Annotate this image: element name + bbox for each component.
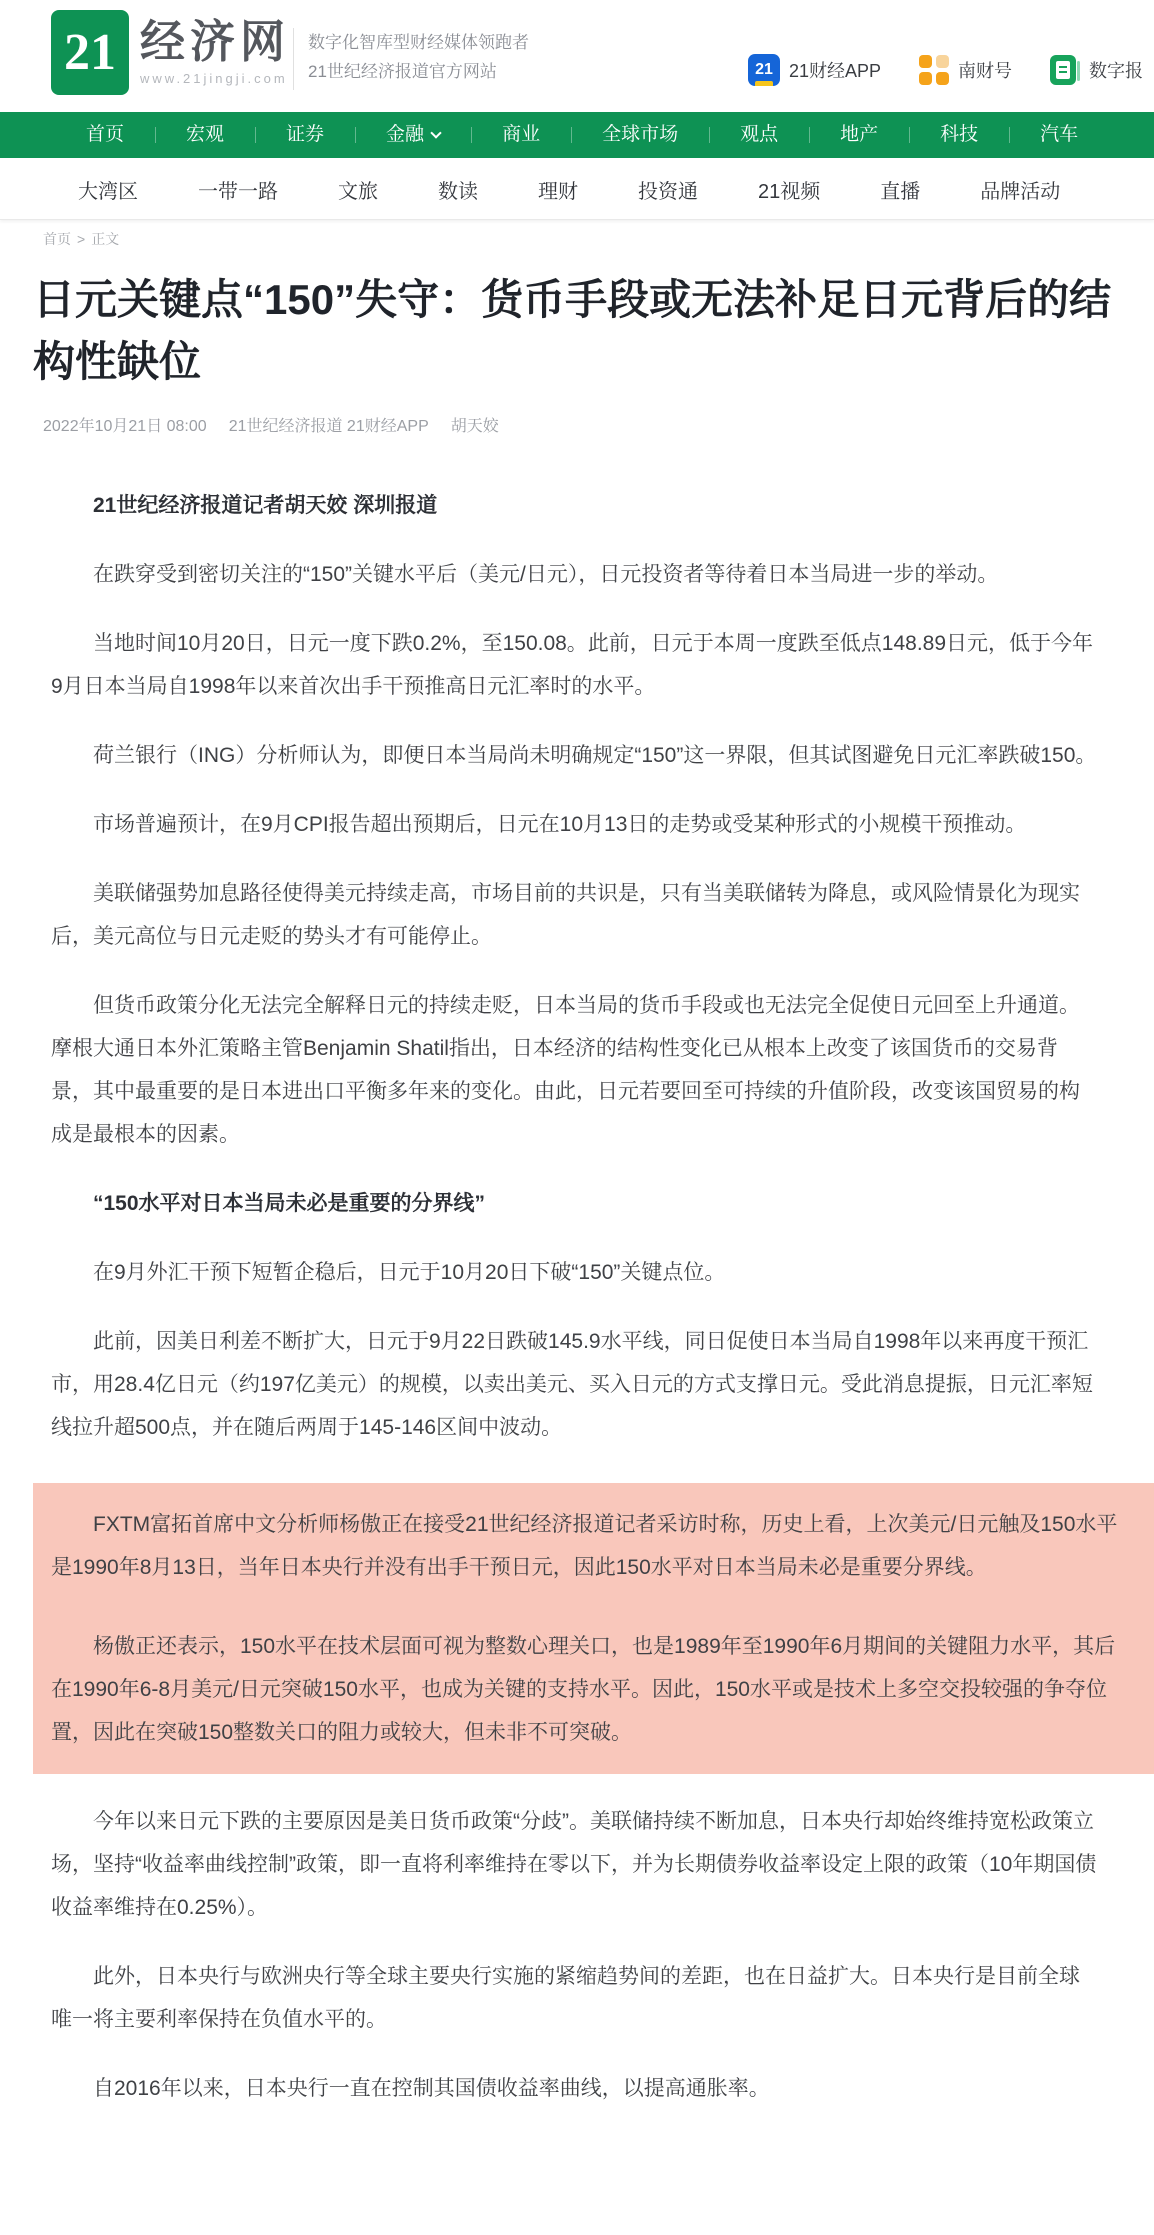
article-title: 日元关键点“150”失守：货币手段或无法补足日元背后的结构性缺位	[33, 276, 1112, 385]
highlighted-quote-block	[33, 1483, 1154, 1774]
article-body	[0, 484, 1154, 2110]
digital-paper-icon	[1050, 55, 1080, 85]
nav-item-opinion[interactable]: 观点	[709, 112, 809, 158]
app-label: 21财经APP	[789, 61, 882, 81]
article-paragraph: 市场普遍预计，在9月CPI报告超出预期后，日元在10月13日的走势或受某种形式的小规模干预推动。	[93, 813, 1027, 836]
nav-item-business[interactable]: 商业	[471, 112, 571, 158]
tagline-line-2: 21世纪经济报道官方网站	[308, 62, 497, 81]
app-link-21-finance[interactable]	[748, 54, 881, 86]
site-logo-text[interactable]	[140, 16, 290, 86]
nav-item-auto[interactable]: 汽车	[1009, 112, 1109, 158]
secondary-nav	[0, 158, 1154, 220]
article-paragraph: 自2016年以来，日本央行一直在控制其国债收益率曲线，以提高通胀率。	[93, 2077, 770, 2100]
article-paragraph-highlighted: 杨傲正还表示，150水平在技术层面可视为整数心理关口，也是1989年至1990年6月期间的关键阻力水平，其后在1990年6-8月美元/日元突破150水平，也成为关键的支持水平。因此，150水平或是技术上多空交投较强的争夺位置，因此在突破150整数关口的阻力或较大，但未非不可突破。	[51, 1635, 1116, 1744]
breadcrumb	[0, 220, 1154, 249]
subnav-item-brand-events[interactable]: 品牌活动	[980, 180, 1061, 203]
subnav-item-belt-and-road[interactable]: 一带一路	[198, 180, 278, 203]
nav-item-home[interactable]: 首页	[86, 124, 125, 145]
site-name: 经济网	[140, 16, 291, 67]
subnav-item-data-reading[interactable]: 数读	[438, 180, 478, 203]
subnav-item-21video[interactable]: 21视频	[758, 180, 821, 203]
site-header	[0, 0, 1154, 112]
app-label: 数字报	[1089, 61, 1144, 81]
app-link-digital-paper[interactable]	[1050, 55, 1143, 85]
subnav-item-invest[interactable]: 投资通	[638, 180, 698, 203]
nav-item-tech[interactable]: 科技	[909, 112, 1009, 158]
site-logo[interactable]: 21	[51, 10, 129, 95]
nav-item-property[interactable]: 地产	[809, 112, 909, 158]
breadcrumb-home[interactable]: 首页	[43, 231, 71, 247]
site-url: www.21jingji.com	[140, 71, 288, 86]
subnav-item-wealth[interactable]: 理财	[538, 180, 578, 203]
article-date: 2022年10月21日 08:00	[43, 418, 207, 435]
app-label: 南财号	[958, 61, 1013, 81]
site-tagline	[308, 28, 529, 86]
article-paragraph: 今年以来日元下跌的主要原因是美日货币政策“分歧”。美联储持续不断加息，日本央行却始终维持宽松政策立场，坚持“收益率曲线控制”政策，即一直将利率维持在零以下，并为长期债券收益率设定上限的政策（10年期国债收益率维持在0.25%）。	[51, 1810, 1097, 1919]
subnav-item-live[interactable]: 直播	[880, 180, 921, 203]
article-paragraph: 当地时间10月20日，日元一度下跌0.2%，至150.08。此前，日元于本周一度跌至低点148.89日元，低于今年9月日本当局自1998年以来首次出手干预推高日元汇率时的水平。	[51, 632, 1094, 698]
chevron-down-icon	[430, 127, 441, 138]
tagline-line-1: 数字化智库型财经媒体领跑者	[308, 33, 529, 52]
nav-item-macro[interactable]: 宏观	[155, 112, 255, 158]
nancai-grid-icon	[919, 55, 949, 85]
article-author: 胡天姣	[450, 418, 499, 435]
21-app-icon: 21	[748, 54, 780, 86]
breadcrumb-current: 正文	[91, 231, 120, 247]
header-divider	[293, 28, 294, 90]
article-paragraph-highlighted: FXTM富拓首席中文分析师杨傲正在接受21世纪经济报道记者采访时称，历史上看，上次美元/日元触及150水平是1990年8月13日，当年日本央行并没有出手干预日元，因此150水平对日本当局未必是重要分界线。	[51, 1513, 1118, 1579]
app-link-nancai[interactable]	[919, 55, 1012, 85]
article-subheading: “150水平对日本当局未必是重要的分界线”	[93, 1192, 486, 1215]
article-source: 21世纪经济报道 21财经APP	[228, 418, 429, 435]
article	[0, 269, 1154, 2110]
article-paragraph: 此前，因美日利差不断扩大，日元于9月22日跌破145.9水平线，同日促使日本当局自1998年以来再度干预汇市，用28.4亿日元（约197亿美元）的规模，以卖出美元、买入日元的方式支撑日元。受此消息提振，日元汇率短线拉升超500点，并在随后两周于145-146区间中波动。	[51, 1330, 1093, 1439]
article-paragraph: 在跌穿受到密切关注的“150”关键水平后（美元/日元），日元投资者等待着日本当局进一步的举动。	[93, 563, 999, 586]
header-app-links	[748, 54, 1143, 86]
article-paragraph: 在9月外汇干预下短暂企稳后，日元于10月20日下破“150”关键点位。	[93, 1261, 726, 1284]
primary-nav	[0, 112, 1154, 158]
article-paragraph: 美联储强势加息路径使得美元持续走高，市场目前的共识是，只有当美联储转为降息，或风险情景化为现实后，美元高位与日元走贬的势头才有可能停止。	[51, 882, 1080, 948]
nav-item-securities[interactable]: 证券	[255, 112, 355, 158]
breadcrumb-separator: >	[77, 231, 86, 247]
nav-item-global-markets[interactable]: 全球市场	[571, 112, 709, 158]
article-paragraph: 此外，日本央行与欧洲央行等全球主要央行实施的紧缩趋势间的差距，也在日益扩大。日本央行是目前全球唯一将主要利率保持在负值水平的。	[51, 1965, 1080, 2031]
nav-item-finance[interactable]: 金融	[355, 112, 471, 158]
article-paragraph: 但货币政策分化无法完全解释日元的持续走贬，日本当局的货币手段或也无法完全促使日元回至上升通道。摩根大通日本外汇策略主管Benjamin Shatil指出，日本经济的结构性变化已从根本上改变了该国货币的交易背景，其中最重要的是日本进出口平衡多年来的变化。由此，日元若要回至可持续的升值阶段，改变该国贸易的构成是最根本的因素。	[51, 994, 1080, 1146]
article-meta	[43, 413, 1154, 436]
subnav-item-culture-tourism[interactable]: 文旅	[338, 180, 378, 203]
article-lead: 21世纪经济报道记者胡天姣 深圳报道	[93, 494, 438, 517]
article-paragraph: 荷兰银行（ING）分析师认为，即便日本当局尚未明确规定“150”这一界限，但其试图避免日元汇率跌破150。	[93, 744, 1097, 767]
subnav-item-gba[interactable]: 大湾区	[78, 180, 138, 203]
